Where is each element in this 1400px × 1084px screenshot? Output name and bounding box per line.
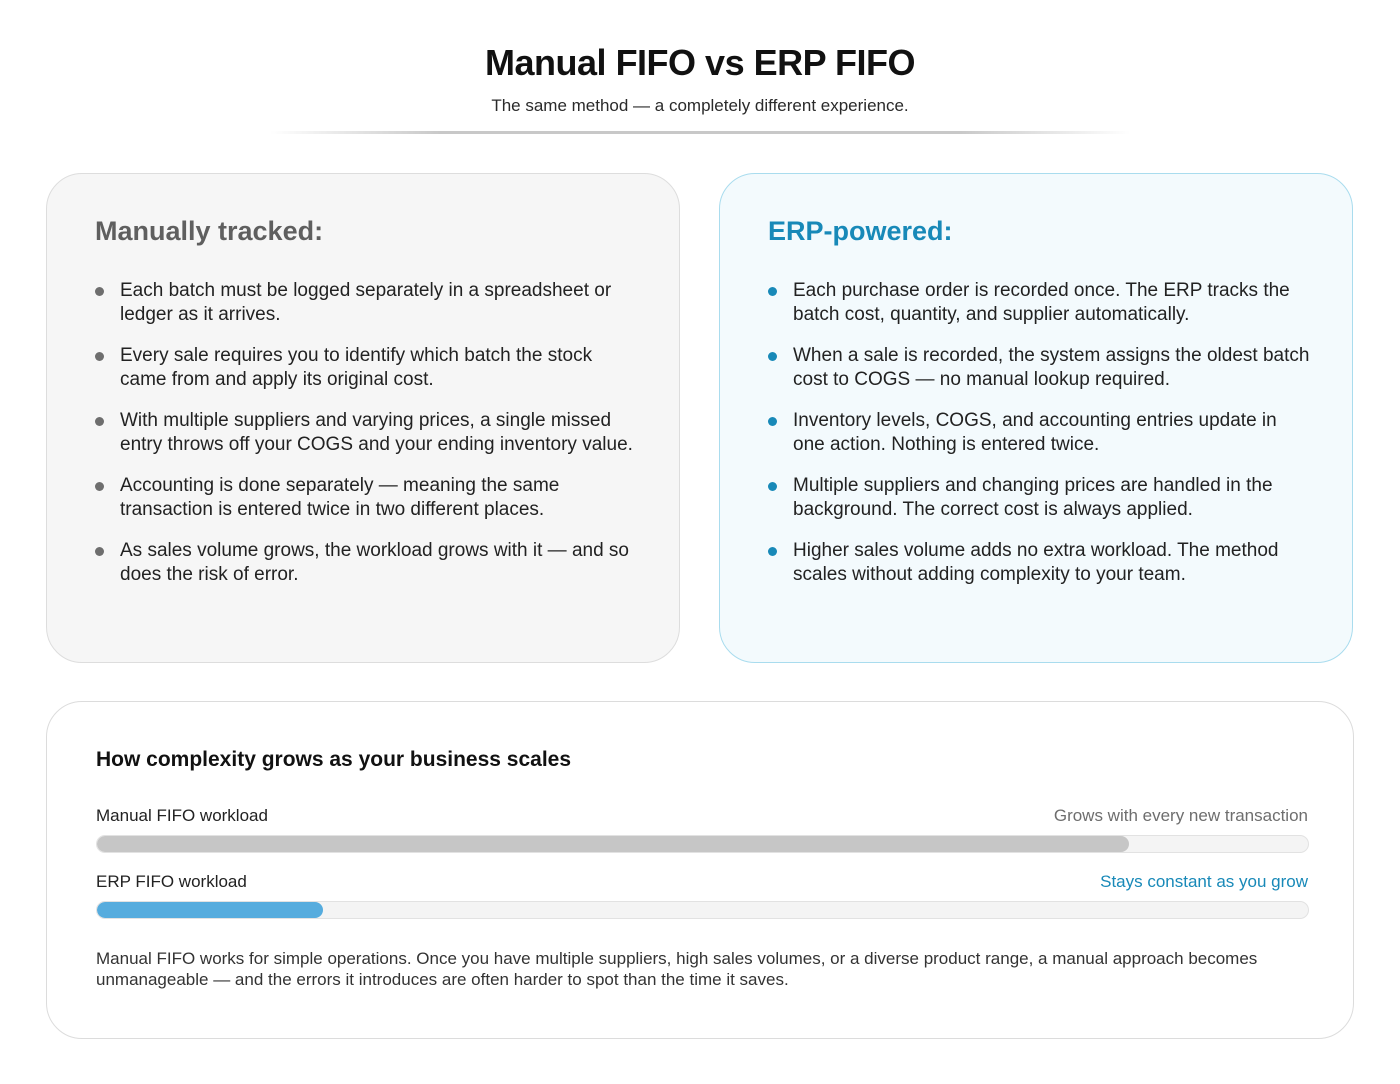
bullet-dot-icon xyxy=(768,482,777,491)
erp-workload-note: Stays constant as you grow xyxy=(1100,872,1308,891)
erp-bullet-text: Multiple suppliers and changing prices are handled in the background. The correct cost is always applied. xyxy=(793,475,1273,520)
scale-card-title: How complexity grows as your business scales xyxy=(96,748,572,771)
erp-bullet-text: Each purchase order is recorded once. The ERP tracks the batch cost, quantity, and supplier automatically. xyxy=(793,280,1290,325)
manual-bullet xyxy=(95,279,639,326)
bullet-dot-icon xyxy=(768,547,777,556)
manual-bullet-text: Every sale requires you to identify which batch the stock came from and apply its original cost. xyxy=(120,345,593,390)
bullet-dot-icon xyxy=(95,352,104,361)
erp-bullet-text: Inventory levels, COGS, and accounting entries update in one action. Nothing is entered twice. xyxy=(793,410,1277,455)
page-title: Manual FIFO vs ERP FIFO xyxy=(485,42,915,83)
manual-bullet-text: Accounting is done separately — meaning the same transaction is entered twice in two different places. xyxy=(120,475,560,520)
bullet-dot-icon xyxy=(95,417,104,426)
manual-workload-track xyxy=(96,835,1309,853)
header-divider xyxy=(270,131,1130,134)
erp-bullet xyxy=(768,409,1312,456)
erp-bullet-text: When a sale is recorded, the system assigns the oldest batch cost to COGS — no manual lookup required. xyxy=(793,345,1310,390)
erp-bullet xyxy=(768,539,1312,586)
manual-card xyxy=(46,173,680,663)
erp-workload-fill xyxy=(97,902,323,918)
manual-card-heading: Manually tracked: xyxy=(95,216,324,246)
bullet-dot-icon xyxy=(95,287,104,296)
page-subtitle: The same method — a completely different experience. xyxy=(491,96,909,115)
bullet-dot-icon xyxy=(768,352,777,361)
erp-bullet xyxy=(768,279,1312,326)
erp-bullet-text: Higher sales volume adds no extra workload. The method scales without adding complexity to your team. xyxy=(793,540,1279,585)
manual-bullet-text: As sales volume grows, the workload grows with it — and so does the risk of error. xyxy=(120,540,629,585)
manual-workload-note: Grows with every new transaction xyxy=(1053,806,1308,825)
manual-bullet xyxy=(95,409,639,456)
manual-bullet xyxy=(95,539,639,586)
erp-bullet xyxy=(768,474,1312,521)
bullet-dot-icon xyxy=(768,417,777,426)
erp-bullet xyxy=(768,344,1312,391)
manual-workload-label: Manual FIFO workload xyxy=(96,806,268,825)
scale-footnote: Manual FIFO works for simple operations. Once you have multiple suppliers, high sales volumes, or a diverse product range, a manual approach becomes unmanageable — and the errors it introduces are often harder to spot than the time it saves. xyxy=(96,949,1258,989)
manual-bullet xyxy=(95,344,639,391)
manual-bullet-list xyxy=(95,279,639,586)
manual-bullet-text: Each batch must be logged separately in a spreadsheet or ledger as it arrives. xyxy=(120,280,612,325)
manual-workload-fill xyxy=(97,836,1129,852)
erp-card-heading: ERP-powered: xyxy=(768,216,953,246)
manual-bullet-text: With multiple suppliers and varying prices, a single missed entry throws off your COGS and your ending inventory value. xyxy=(120,410,633,455)
erp-workload-label: ERP FIFO workload xyxy=(96,872,247,891)
erp-workload-track xyxy=(96,901,1309,919)
bullet-dot-icon xyxy=(768,287,777,296)
erp-card xyxy=(719,173,1353,663)
scale-card xyxy=(46,701,1354,1039)
erp-bullet-list xyxy=(768,279,1312,586)
manual-bullet xyxy=(95,474,639,521)
bullet-dot-icon xyxy=(95,547,104,556)
bullet-dot-icon xyxy=(95,482,104,491)
